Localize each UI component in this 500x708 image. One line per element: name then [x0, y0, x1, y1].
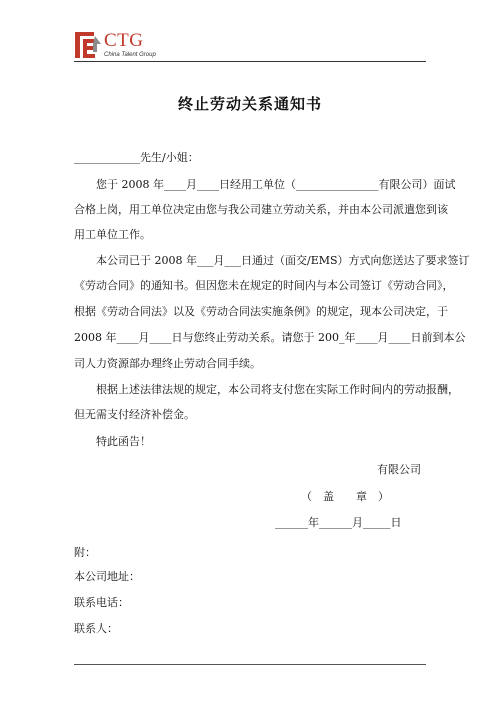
- para1-line1: 您于 2008 年____月____日经用工单位（_______________有限公司）面试: [96, 178, 456, 191]
- para1-line2: 合格上岗，用工单位决定由您与我公司建立劳动关系，并由本公司派遣您到该: [74, 203, 448, 216]
- para3-line1: 根据上述法律法规的规定，本公司将支付您在实际工作时间内的劳动报酬，: [96, 383, 459, 396]
- para2-line2: 《劳动合同》的通知书。但因您未在规定的时间内与本公司签订《劳动合同》，: [74, 279, 454, 292]
- para2-line3: 根据《劳动合同法》以及《劳动合同法实施条例》的规定，现本公司决定，于: [74, 305, 448, 318]
- logo-text: CTG: [104, 30, 144, 51]
- company-signature: 有限公司: [377, 463, 421, 476]
- contact-label: 联系人：: [74, 622, 118, 635]
- address-label: 本公司地址：: [74, 570, 140, 583]
- ctg-logo-icon: [74, 30, 102, 60]
- para1-line3: 用工单位工作。: [74, 228, 151, 241]
- attachment-label: 附：: [74, 546, 96, 559]
- signature-date: ______年______月_____日: [275, 516, 402, 529]
- para2-line5: 司人力资源部办理终止劳动合同手续。: [74, 357, 261, 370]
- para3-line2: 但无需支付经济补偿金。: [74, 408, 195, 421]
- salutation: ____________先生/小姐：: [74, 151, 199, 164]
- logo-subtitle: China Talent Group: [104, 52, 156, 58]
- seal-label: （ 盖 章 ）: [301, 490, 389, 503]
- document-title: 终止劳动关系通知书: [177, 95, 322, 113]
- para2-line1: 本公司已于 2008 年___月___日通过（面交/EMS）方式向您送达了要求签订: [96, 254, 470, 267]
- para2-line4: 2008 年____月____日与您终止劳动关系。请您于 200_年____月____日前到本公: [74, 331, 466, 344]
- closing-text: 特此函告！: [96, 435, 151, 448]
- document-header: [74, 30, 426, 64]
- footer-divider: [74, 664, 426, 665]
- header-divider: [74, 61, 426, 62]
- phone-label: 联系电话：: [74, 596, 129, 609]
